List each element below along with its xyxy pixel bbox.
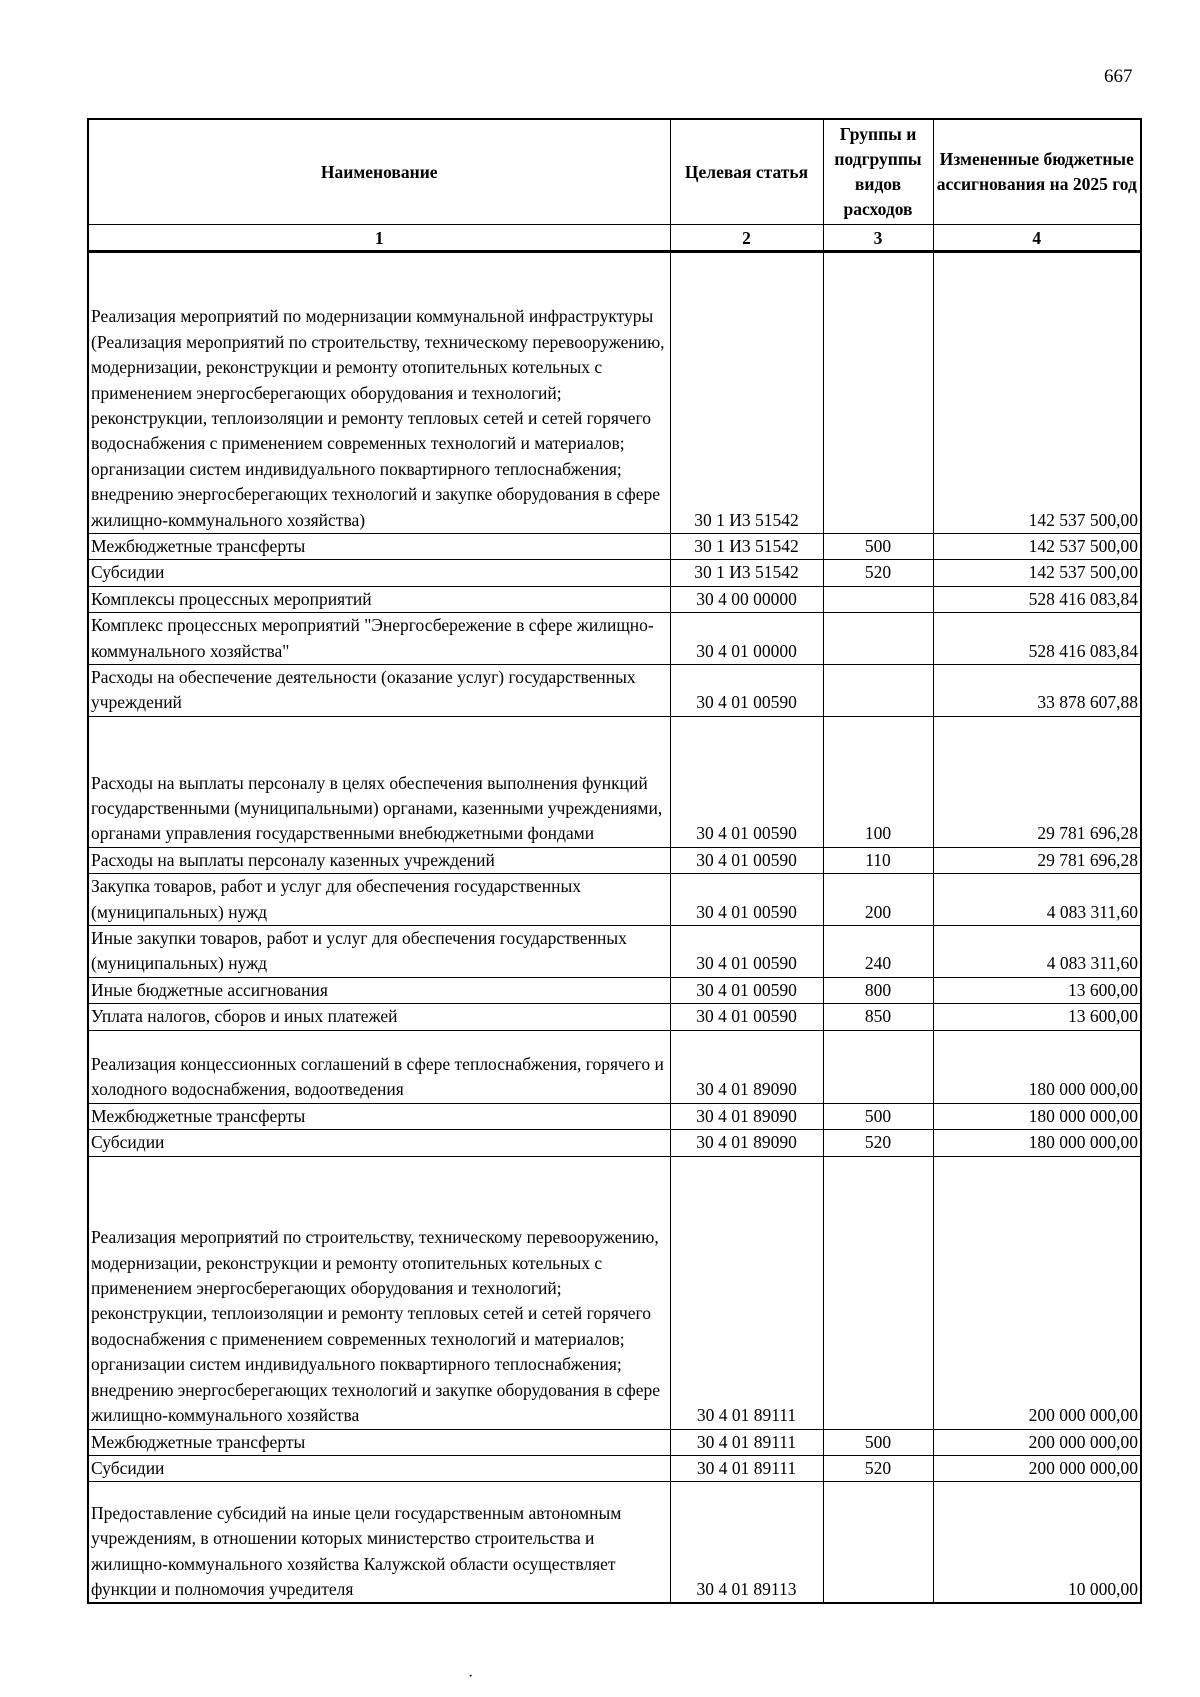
row-name: Субсидии	[88, 1455, 670, 1481]
row-name: Комплекс процессных мероприятий "Энергосбережение в сфере жилищно-коммунального хозяйства"	[88, 613, 670, 665]
column-number-1: 1	[88, 225, 670, 252]
column-number-2: 2	[670, 225, 823, 252]
row-amount: 13 600,00	[933, 1004, 1141, 1030]
row-target-article: 30 4 01 89111	[670, 1156, 823, 1429]
row-amount: 528 416 083,84	[933, 613, 1141, 665]
table-row	[88, 874, 1141, 926]
row-amount: 180 000 000,00	[933, 1103, 1141, 1129]
row-amount: 142 537 500,00	[933, 534, 1141, 560]
header-target-article: Целевая статья	[670, 119, 823, 225]
row-amount: 142 537 500,00	[933, 252, 1141, 534]
row-amount: 33 878 607,88	[933, 665, 1141, 717]
row-target-article: 30 4 01 89111	[670, 1455, 823, 1481]
row-expense-group: 520	[823, 560, 933, 586]
row-amount: 29 781 696,28	[933, 847, 1141, 873]
row-name: Расходы на обеспечение деятельности (оказание услуг) государственных учреждений	[88, 665, 670, 717]
row-expense-group: 500	[823, 534, 933, 560]
header-expense-groups: Группы и подгруппы видов расходов	[823, 119, 933, 225]
row-name: Расходы на выплаты персоналу в целях обеспечения выполнения функций государственными (муниципальными) органами, казенными учреждениями, органами управления государственными внебюджетными фондами	[88, 716, 670, 847]
table-row	[88, 1030, 1141, 1103]
row-expense-group	[823, 252, 933, 534]
row-target-article: 30 4 01 00000	[670, 613, 823, 665]
table-row	[88, 1103, 1141, 1129]
row-name: Межбюджетные трансферты	[88, 1429, 670, 1455]
row-amount: 4 083 311,60	[933, 926, 1141, 978]
table-row	[88, 252, 1141, 534]
table-row	[88, 1130, 1141, 1156]
row-name: Иные бюджетные ассигнования	[88, 977, 670, 1003]
row-expense-group: 240	[823, 926, 933, 978]
table-row	[88, 613, 1141, 665]
table-row	[88, 586, 1141, 612]
row-target-article: 30 4 01 89090	[670, 1130, 823, 1156]
table-row	[88, 716, 1141, 847]
table-row	[88, 1455, 1141, 1481]
row-amount: 29 781 696,28	[933, 716, 1141, 847]
row-expense-group: 110	[823, 847, 933, 873]
row-expense-group: 850	[823, 1004, 933, 1030]
row-expense-group	[823, 1482, 933, 1604]
table-row	[88, 1482, 1141, 1604]
table-row	[88, 847, 1141, 873]
row-amount: 200 000 000,00	[933, 1429, 1141, 1455]
row-expense-group	[823, 665, 933, 717]
row-name: Субсидии	[88, 560, 670, 586]
row-name: Закупка товаров, работ и услуг для обеспечения государственных (муниципальных) нужд	[88, 874, 670, 926]
table-row	[88, 926, 1141, 978]
row-amount: 180 000 000,00	[933, 1130, 1141, 1156]
row-target-article: 30 4 01 00590	[670, 977, 823, 1003]
row-expense-group: 200	[823, 874, 933, 926]
row-amount: 528 416 083,84	[933, 586, 1141, 612]
table-row	[88, 1004, 1141, 1030]
row-name: Межбюджетные трансферты	[88, 1103, 670, 1129]
table-row	[88, 1429, 1141, 1455]
row-name: Иные закупки товаров, работ и услуг для обеспечения государственных (муниципальных) нужд	[88, 926, 670, 978]
row-name: Предоставление субсидий на иные цели государственным автономным учреждениям, в отношении которых министерство строительства и жилищно-коммунального хозяйства Калужской области осуществляет функции и полномочия учредителя	[88, 1482, 670, 1604]
row-target-article: 30 4 01 89111	[670, 1429, 823, 1455]
row-expense-group: 520	[823, 1455, 933, 1481]
row-name: Межбюджетные трансферты	[88, 534, 670, 560]
header-name: Наименование	[88, 119, 670, 225]
row-target-article: 30 4 01 00590	[670, 716, 823, 847]
row-name: Реализация концессионных соглашений в сфере теплоснабжения, горячего и холодного водоснабжения, водоотведения	[88, 1030, 670, 1103]
page-number: 667	[1104, 66, 1133, 87]
row-target-article: 30 4 01 00590	[670, 926, 823, 978]
row-target-article: 30 4 01 00590	[670, 665, 823, 717]
table-row	[88, 977, 1141, 1003]
row-target-article: 30 4 01 89113	[670, 1482, 823, 1604]
row-name: Субсидии	[88, 1130, 670, 1156]
row-expense-group: 500	[823, 1429, 933, 1455]
row-amount: 200 000 000,00	[933, 1156, 1141, 1429]
row-amount: 200 000 000,00	[933, 1455, 1141, 1481]
row-target-article: 30 4 00 00000	[670, 586, 823, 612]
table-row	[88, 665, 1141, 717]
row-name: Реализация мероприятий по строительству, техническому перевооружению, модернизации, реконструкции и ремонту отопительных котельных с применением энергосберегающих оборудования и технологий; реконструкции, теплоизоляции и ремонту тепловых сетей и сетей горячего водоснабжения с применением современных технологий и материалов; организации систем индивидуального поквартирного теплоснабжения; внедрению энергосберегающих технологий и закупке оборудования в сфере жилищно-коммунального хозяйства	[88, 1156, 670, 1429]
row-name: Реализация мероприятий по модернизации коммунальной инфраструктуры (Реализация мероприятий по строительству, техническому перевооружению, модернизации, реконструкции и ремонту отопительных котельных с применением энергосберегающих оборудования и технологий; реконструкции, теплоизоляции и ремонту тепловых сетей и сетей горячего водоснабжения с применением современных технологий и материалов; организации систем индивидуального поквартирного теплоснабжения; внедрению энергосберегающих технологий и закупке оборудования в сфере жилищно-коммунального хозяйства)	[88, 252, 670, 534]
row-target-article: 30 1 И3 51542	[670, 252, 823, 534]
column-number-4: 4	[933, 225, 1141, 252]
row-expense-group	[823, 1156, 933, 1429]
footer-mark: ·	[468, 1668, 474, 1685]
row-expense-group	[823, 1030, 933, 1103]
row-target-article: 30 4 01 00590	[670, 847, 823, 873]
row-target-article: 30 4 01 89090	[670, 1103, 823, 1129]
row-amount: 10 000,00	[933, 1482, 1141, 1604]
row-target-article: 30 4 01 00590	[670, 1004, 823, 1030]
row-name: Комплексы процессных мероприятий	[88, 586, 670, 612]
row-amount: 142 537 500,00	[933, 560, 1141, 586]
row-amount: 4 083 311,60	[933, 874, 1141, 926]
row-expense-group: 800	[823, 977, 933, 1003]
table-row	[88, 534, 1141, 560]
row-target-article: 30 1 И3 51542	[670, 560, 823, 586]
header-allocations: Измененные бюджетные ассигнования на 2025 год	[933, 119, 1141, 225]
table-row	[88, 1156, 1141, 1429]
row-amount: 180 000 000,00	[933, 1030, 1141, 1103]
row-amount: 13 600,00	[933, 977, 1141, 1003]
table-row	[88, 560, 1141, 586]
row-target-article: 30 1 И3 51542	[670, 534, 823, 560]
row-expense-group	[823, 586, 933, 612]
row-name: Расходы на выплаты персоналу казенных учреждений	[88, 847, 670, 873]
row-expense-group	[823, 613, 933, 665]
row-expense-group: 500	[823, 1103, 933, 1129]
row-target-article: 30 4 01 00590	[670, 874, 823, 926]
row-expense-group: 520	[823, 1130, 933, 1156]
table-body	[88, 252, 1141, 1604]
column-number-3: 3	[823, 225, 933, 252]
row-name: Уплата налогов, сборов и иных платежей	[88, 1004, 670, 1030]
budget-table	[87, 118, 1142, 1604]
row-target-article: 30 4 01 89090	[670, 1030, 823, 1103]
row-expense-group: 100	[823, 716, 933, 847]
